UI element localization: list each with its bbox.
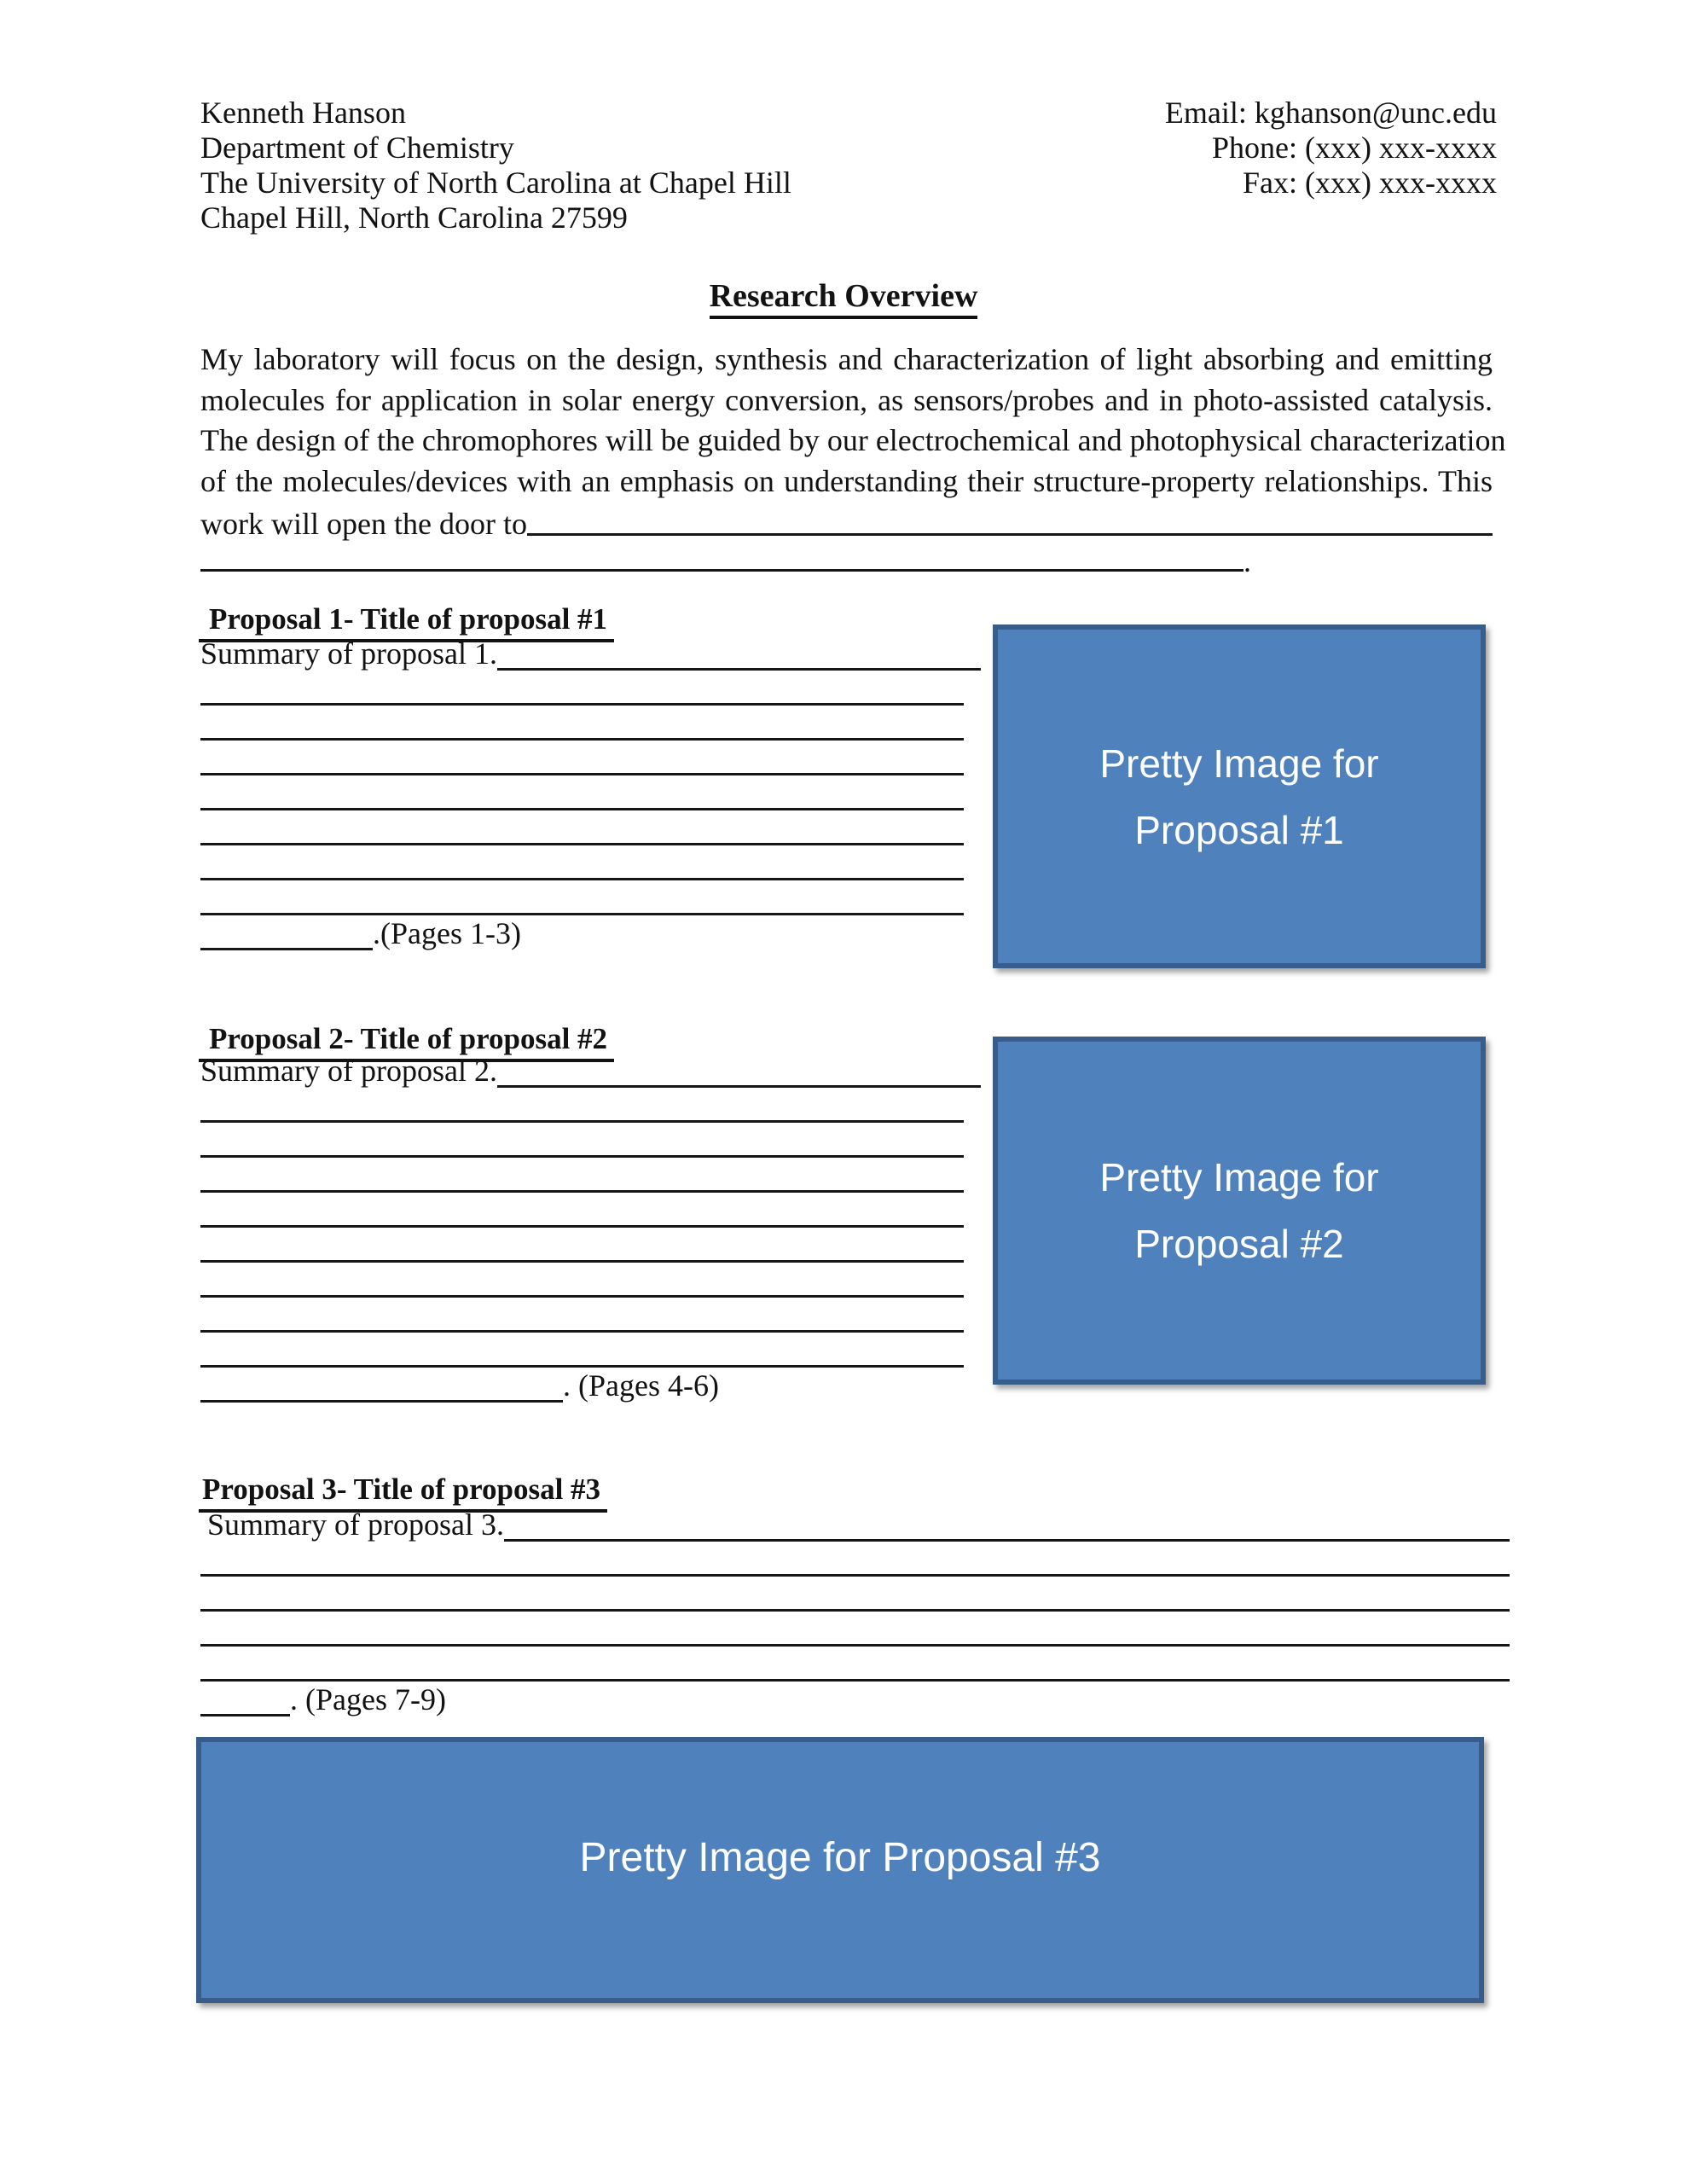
summary-label: Summary of proposal 1. (200, 636, 497, 671)
blank-line (200, 1298, 964, 1333)
author-university: The University of North Carolina at Chapel Hill (200, 166, 791, 200)
blank-line (200, 1542, 1510, 1577)
blank-line (200, 775, 964, 810)
contact-email: Email: kghanson@unc.edu (1164, 96, 1497, 130)
blank-line (200, 1228, 964, 1263)
fill-in-blank (200, 948, 373, 950)
blank-line (200, 706, 964, 741)
blank-line (200, 1158, 964, 1193)
proposal-3-image (196, 1737, 1484, 2003)
paragraph-line: The design of the chromophores will be guided by our electrochemical and photophysical characterization (200, 423, 1506, 457)
page-title-text: Research Overview (710, 278, 978, 319)
pages-row (200, 915, 981, 950)
contact-fax: Fax: (xxx) xxx-xxxx (1243, 166, 1497, 200)
proposal-1-heading: Proposal 1- Title of proposal #1 (199, 602, 614, 642)
overview-paragraph (200, 340, 1506, 578)
image-caption-line: Pretty Image for (1099, 741, 1379, 786)
blank-line (200, 1123, 964, 1158)
sentence-period: . (1244, 543, 1251, 578)
blank-line (200, 671, 964, 706)
image-caption-line: Pretty Image for (1099, 1155, 1379, 1199)
proposal-3-heading: Proposal 3- Title of proposal #3 (199, 1472, 607, 1513)
blank-line (200, 1088, 964, 1123)
paragraph-line: My laboratory will focus on the design, synthesis and characterization of light absorbing and emitting (200, 342, 1493, 376)
image-caption-line: Pretty Image for Proposal #3 (579, 1835, 1101, 1880)
proposal-1-summary-lines (200, 636, 981, 950)
author-department: Department of Chemistry (200, 131, 514, 165)
summary-label: Summary of proposal 3. (207, 1507, 504, 1542)
author-name: Kenneth Hanson (200, 96, 406, 130)
summary-row (200, 636, 981, 671)
blank-line (200, 1577, 1510, 1612)
fill-in-blank (527, 533, 1493, 536)
fill-in-blank (200, 569, 1244, 572)
pages-row (200, 1368, 981, 1403)
paragraph-line-with-blank (200, 502, 1493, 543)
blank-line (200, 741, 964, 775)
blank-line (200, 1333, 964, 1368)
contact-phone: Phone: (xxx) xxx-xxxx (1212, 131, 1497, 165)
paragraph-line: of the molecules/devices with an emphasis on understanding their structure-property relationships. This (200, 463, 1493, 498)
paragraph-blank-line (200, 543, 1493, 578)
paragraph-line-text: work will open the door to (200, 507, 527, 542)
caption-wrap (580, 1836, 1101, 1880)
page-title (0, 277, 1687, 315)
summary-label: Summary of proposal 2. (200, 1053, 497, 1088)
proposal-2-heading: Proposal 2- Title of proposal #2 (199, 1022, 614, 1062)
paragraph-line: molecules for application in solar energy conversion, as sensors/probes and in photo-assisted catalysis. (200, 382, 1493, 417)
summary-row (200, 1053, 981, 1088)
pages-label: . (Pages 7-9) (290, 1682, 446, 1716)
blank-line (200, 1647, 1510, 1682)
author-city: Chapel Hill, North Carolina 27599 (200, 200, 628, 235)
fill-in-blank (200, 1400, 563, 1403)
fill-in-blank (504, 1539, 1510, 1542)
pages-row (200, 1682, 1510, 1716)
fill-in-blank (200, 1714, 290, 1716)
blank-line (200, 880, 964, 915)
fill-in-blank (497, 668, 981, 671)
proposal-1-image (993, 624, 1486, 968)
blank-line (200, 845, 964, 880)
author-address-block (200, 96, 791, 235)
blank-line (200, 1193, 964, 1228)
summary-row (200, 1507, 1510, 1542)
image-caption-line: Proposal #1 (1134, 807, 1344, 852)
proposal-2-image (993, 1037, 1486, 1385)
pages-label: .(Pages 1-3) (373, 915, 521, 950)
fill-in-blank (497, 1085, 981, 1088)
blank-line (200, 810, 964, 845)
proposal-3-summary-lines (200, 1507, 1510, 1716)
pages-label: . (Pages 4-6) (563, 1368, 719, 1403)
contact-block (1165, 96, 1497, 200)
image-caption-line: Proposal #2 (1134, 1222, 1344, 1266)
blank-line (200, 1612, 1510, 1647)
blank-line (200, 1263, 964, 1298)
proposal-2-summary-lines (200, 1053, 981, 1403)
